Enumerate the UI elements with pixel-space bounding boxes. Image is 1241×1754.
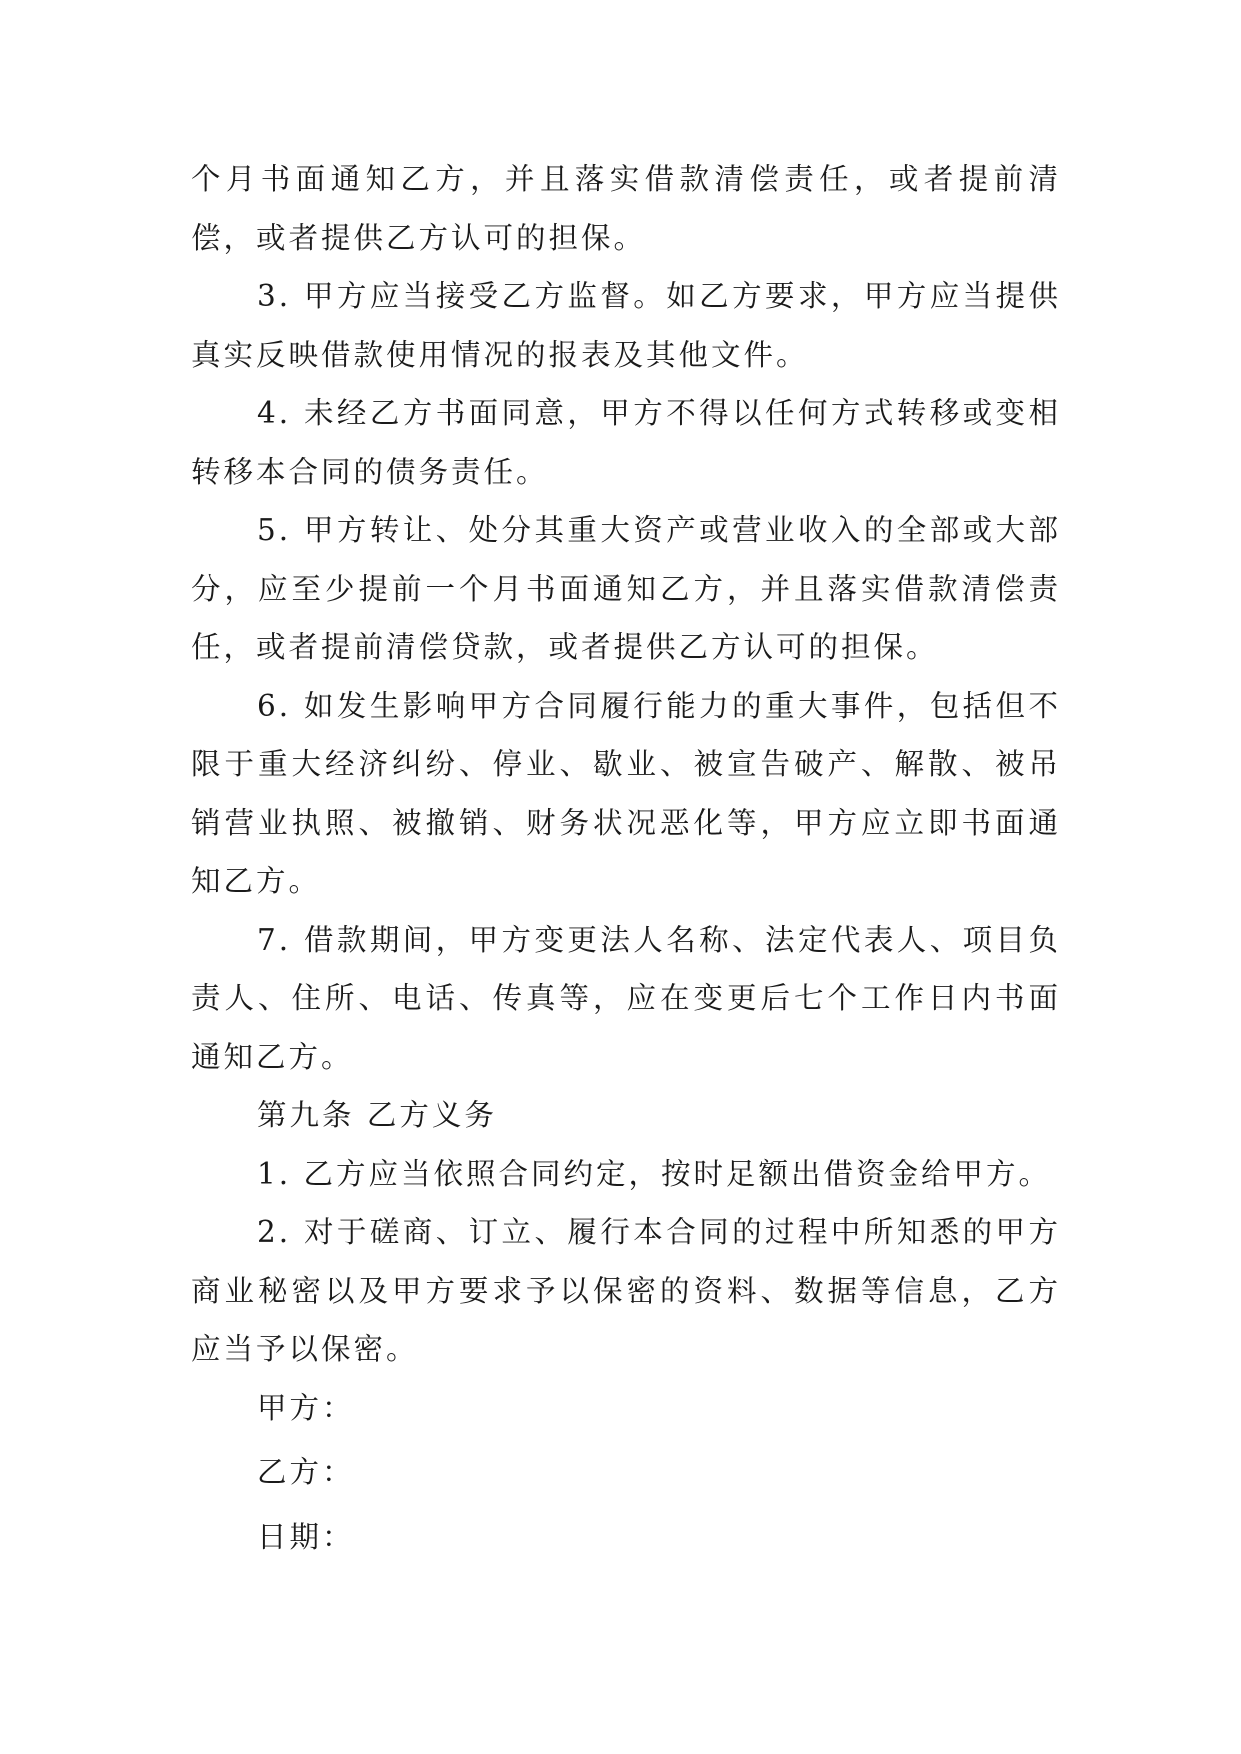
signature-block [191, 1379, 1061, 1567]
clause-7: 7. 借款期间，甲方变更法人名称、法定代表人、项目负责人、住所、电话、传真等，应在变更后七个工作日内书面通知乙方。 [191, 922, 1061, 1074]
article-9-heading: 第九条 乙方义务 [257, 1098, 497, 1132]
clause-6: 6. 如发生影响甲方合同履行能力的重大事件，包括但不限于重大经济纠纷、停业、歇业、被宣告破产、解散、被吊销营业执照、被撤销、财务状况恶化等，甲方应立即书面通知乙方。 [191, 688, 1061, 898]
party-b-signature-label: 乙方： [257, 1455, 355, 1489]
document-body [191, 150, 1061, 1566]
party-a-signature-label: 甲方： [257, 1390, 355, 1425]
clause-3: 3. 甲方应当接受乙方监督。如乙方要求，甲方应当提供真实反映借款使用情况的报表及其他文件。 [191, 279, 1061, 372]
clause-5: 5. 甲方转让、处分其重大资产或营业收入的全部或大部分，应至少提前一个月书面通知乙方，并且落实借款清偿责任，或者提前清偿贷款，或者提供乙方认可的担保。 [191, 513, 1061, 664]
paragraph-continuation: 个月书面通知乙方，并且落实借款清偿责任，或者提前清偿，或者提供乙方认可的担保。 [191, 162, 1061, 255]
clause-4: 4. 未经乙方书面同意，甲方不得以任何方式转移或变相转移本合同的债务责任。 [191, 396, 1061, 489]
date-label: 日期： [257, 1519, 355, 1554]
article-9-clause-1: 1. 乙方应当依照合同约定，按时足额出借资金给甲方。 [257, 1156, 1052, 1191]
article-9-clause-2: 2. 对于磋商、订立、履行本合同的过程中所知悉的甲方商业秘密以及甲方要求予以保密的资料、数据等信息，乙方应当予以保密。 [191, 1215, 1061, 1366]
